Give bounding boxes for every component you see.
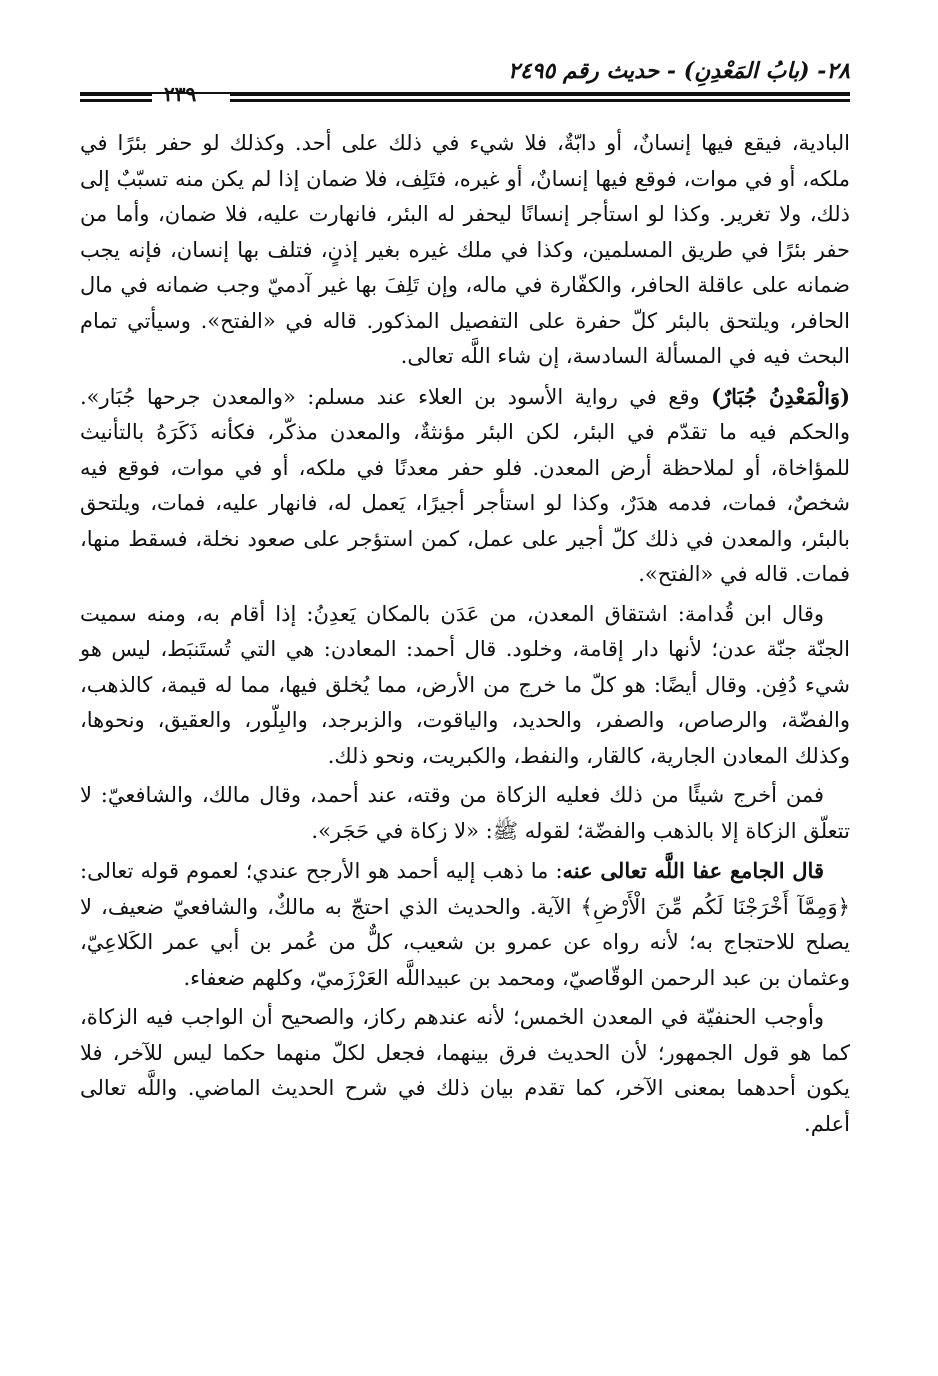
- paragraph-text: : ما ذهب إليه أحمد هو الأرجح عندي؛ لعموم قوله تعالى: ﴿وَمِمَّآ أَخْرَجْنَا لَكُم مِّنَ الْأَرْضِ﴾ الآية. والحديث الذي احتجّ به مالكٌ، والشافعيّ ضعيف، لا يصلح للاحتجاج به؛ لأنه رواه عن عمرو بن شعيب، كلٌّ من عُمر بن أبي عمر الكَلاعِيّ، وعثمان بن عبد الرحمن الوقّاصيّ، ومحمد بن عبيداللَّه العَرْزَميّ، وكلهم ضعفاء.: [80, 859, 850, 990]
- paragraph-5: [80, 853, 850, 996]
- page-number-line: [80, 82, 850, 106]
- double-rule-right: [230, 93, 850, 102]
- running-head: ٢٨- (بابُ المَعْدِنِ) - حديث رقم ٢٤٩٥: [508, 58, 850, 84]
- paragraph-1: [80, 126, 850, 375]
- paragraph-text: وقال ابن قُدامة: اشتقاق المعدن، من عَدَن بالمكان يَعدِنُ: إذا أقام به، ومنه سميت الجنّة جنّة عدن؛ لأنها دار إقامة، وخلود. قال أحمد: المعادن: هي التي تُستَنبَط، ليس هو شيء دُفِن. وقال أيضًا: هو كلّ ما خرج من الأرض، مما يُخلق فيها، مما له قيمة، كالذهب، والفضّة، والرصاص، والصفر، والحديد، والياقوت، والزبرجد، والبِلّور، والعقيق، ونحوها، وكذلك المعادن الجارية، كالقار، والنفط، والكبريت، ونحو ذلك.: [80, 601, 850, 768]
- paragraph-lead: قال الجامع عفا اللَّه تعالى عنه: [562, 858, 824, 883]
- paragraph-6: [80, 1000, 850, 1142]
- body-text: [80, 126, 850, 1142]
- paragraph-text: فمن أخرج شيئًا من ذلك فعليه الزكاة من وقته، عند أحمد، وقال مالك، والشافعيّ: لا تتعلّق الزكاة إلا بالذهب والفضّة؛ لقوله ﷺ: «لا زكاة في حَجَر».: [80, 783, 850, 843]
- paragraph-text: وقع في رواية الأسود بن العلاء عند مسلم: «والمعدن جرحها جُبَار». والحكم فيه ما تقدّم في البئر، لكن البئر مؤنثةٌ، والمعدن مذكّر، فكأنه ذَكَرَهُ بالتأنيث للمؤاخاة، أو لملاحظة أرض المعدن. فلو حفر معدنًا في ملكه، أو في موات، فوقع فيه شخصٌ، فمات، فدمه هدَرٌ، وكذا لو استأجر أجيرًا، يَعمل له، فانهار عليه، فمات، ويلتحق بالبئر، والمعدن في ذلك كلّ أجير على عمل، كمن استؤجر على صعود نخلة، فسقط منها، فمات. قاله في «الفتح».: [80, 384, 850, 586]
- paragraph-lead: (وَالْمَعْدِنُ جُبَارٌ): [711, 383, 850, 409]
- paragraph-4: [80, 778, 850, 849]
- double-rule-left: [80, 93, 152, 102]
- paragraph-text: وأوجب الحنفيّة في المعدن الخمس؛ لأنه عندهم ركاز، والصحيح أن الواجب فيه الزكاة، كما هو قول الجمهور؛ لأن الحديث فرق بينهما، فجعل لكلّ منهما حكما ليس للآخر، فلا يكون أحدهما بمعنى الآخر، كما تقدم بيان ذلك في شرح الحديث الماضي. واللَّه تعالى أعلم.: [80, 1005, 850, 1136]
- page-number: ٢٣٩: [164, 82, 197, 106]
- paragraph-2: [80, 379, 850, 593]
- paragraph-3: [80, 597, 850, 775]
- paragraph-text: البادية، فيقع فيها إنسانٌ، أو دابّةٌ، فلا شيء في ذلك على أحد. وكذلك لو حفر بئرًا في ملكه، أو في موات، فوقع فيها إنسانٌ، أو غيره، فتَلِف، فلا ضمان إذا لم يكن منه تسبّبٌ إلى ذلك، ولا تغرير. وكذا لو استأجر إنسانًا ليحفر له البئر، فانهارت عليه، فلا ضمان، وأما من حفر بئرًا في طريق المسلمين، وكذا في ملك غيره بغير إذنٍ، فتلف بها إنسان، فإنه يجب ضمانه على عاقلة الحافر، والكفّارة في ماله، وإن تَلِفَ بها غير آدميّ وجب ضمانه في مال الحافر، ويلتحق بالبئر كلّ حفرة على التفصيل المذكور. قاله في «الفتح». وسيأتي تمام البحث فيه في المسألة السادسة، إن شاء اللَّه تعالى.: [80, 131, 850, 368]
